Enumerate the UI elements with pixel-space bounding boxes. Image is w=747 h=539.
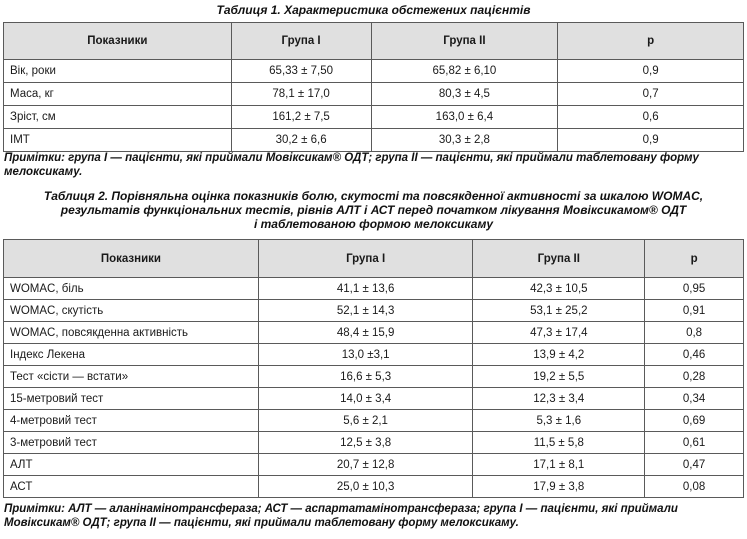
table-row [4, 60, 744, 83]
table-cell: Вік, роки [4, 60, 232, 83]
table1-caption: Таблиця 1. Характеристика обстежених пацієнтів [216, 3, 531, 17]
table-row [4, 300, 744, 322]
table-cell: 0,34 [645, 388, 744, 410]
table1-header-row [4, 23, 744, 60]
table-cell: 0,9 [558, 60, 744, 83]
table-cell: 20,7 ± 12,8 [258, 454, 473, 476]
table-cell: ІМТ [4, 129, 232, 152]
table-cell: 0,08 [645, 476, 744, 498]
table2-header-cell: Група I [258, 240, 473, 278]
table-row [4, 129, 744, 152]
table1-note: Примітки: група I — пацієнти, які приймали Мовіксикам® ОДТ; група II — пацієнти, які приймали таблетовану форму мелоксикаму. [4, 152, 699, 178]
table-cell: 5,3 ± 1,6 [473, 410, 645, 432]
table-cell: 65,82 ± 6,10 [371, 60, 558, 83]
table-cell: 0,8 [645, 322, 744, 344]
table2-header-row [4, 240, 744, 278]
table2-header-cell: p [645, 240, 744, 278]
table-cell: АЛТ [4, 454, 259, 476]
table1-header-cell: Група I [231, 23, 371, 60]
table-cell: 0,7 [558, 83, 744, 106]
table-cell: 0,6 [558, 106, 744, 129]
table2-caption-line: результатів функціональних тестів, рівнів АЛТ і АСТ перед початком лікування Мовіксикамом® ОДТ [60, 203, 687, 217]
table1-header-cell: p [558, 23, 744, 60]
table-cell: 161,2 ± 7,5 [231, 106, 371, 129]
table-cell: 15-метровий тест [4, 388, 259, 410]
table-cell: 3-метровий тест [4, 432, 259, 454]
table-row [4, 432, 744, 454]
table-row [4, 454, 744, 476]
table-row [4, 106, 744, 129]
table-cell: WOMAC, повсякденна активність [4, 322, 259, 344]
table-cell: 0,61 [645, 432, 744, 454]
table-row [4, 388, 744, 410]
table-cell: 65,33 ± 7,50 [231, 60, 371, 83]
table-cell: 48,4 ± 15,9 [258, 322, 473, 344]
table-row [4, 83, 744, 106]
table-cell: АСТ [4, 476, 259, 498]
table-cell: 52,1 ± 14,3 [258, 300, 473, 322]
table-cell: Зріст, см [4, 106, 232, 129]
table-cell: 47,3 ± 17,4 [473, 322, 645, 344]
table-row [4, 476, 744, 498]
table2-header-cell: Показники [4, 240, 259, 278]
table1-header-cell: Група II [371, 23, 558, 60]
table-cell: 16,6 ± 5,3 [258, 366, 473, 388]
table-cell: 42,3 ± 10,5 [473, 278, 645, 300]
table-cell: 41,1 ± 13,6 [258, 278, 473, 300]
table-cell: 0,46 [645, 344, 744, 366]
table-cell: 163,0 ± 6,4 [371, 106, 558, 129]
table-row [4, 278, 744, 300]
table-cell: 0,28 [645, 366, 744, 388]
table-row [4, 344, 744, 366]
table-cell: Індекс Лекена [4, 344, 259, 366]
table-cell: 0,47 [645, 454, 744, 476]
table-cell: Тест «сісти — встати» [4, 366, 259, 388]
table-cell: 0,69 [645, 410, 744, 432]
table2 [3, 239, 744, 498]
table-row [4, 322, 744, 344]
table-row [4, 366, 744, 388]
table2-caption-line: і таблетованою формою мелоксикаму [253, 217, 494, 231]
table-cell: 17,9 ± 3,8 [473, 476, 645, 498]
table-cell: 12,3 ± 3,4 [473, 388, 645, 410]
table-cell: WOMAC, біль [4, 278, 259, 300]
table-cell: 25,0 ± 10,3 [258, 476, 473, 498]
table-cell: 0,95 [645, 278, 744, 300]
table2-caption-line: Таблиця 2. Порівняльна оцінка показників болю, скутості та повсякденної активності за шкалою WOMAC, [43, 189, 704, 203]
table-cell: 53,1 ± 25,2 [473, 300, 645, 322]
table-cell: 30,2 ± 6,6 [231, 129, 371, 152]
table-cell: 0,9 [558, 129, 744, 152]
table2-note: Примітки: АЛТ — аланінамінотрансфераза; АСТ — аспартатамінотрансфераза; група I — пацієнти, які приймали Мовіксикам® ОДТ; група II — пацієнти, які приймали таблетовану форму мелоксикаму. [4, 503, 678, 529]
table-cell: 78,1 ± 17,0 [231, 83, 371, 106]
table-cell: 5,6 ± 2,1 [258, 410, 473, 432]
table-cell: 19,2 ± 5,5 [473, 366, 645, 388]
table-cell: 12,5 ± 3,8 [258, 432, 473, 454]
table2-header-cell: Група II [473, 240, 645, 278]
table1 [3, 22, 744, 152]
table-cell: WOMAC, скутість [4, 300, 259, 322]
table-cell: 30,3 ± 2,8 [371, 129, 558, 152]
table-cell: 0,91 [645, 300, 744, 322]
table-cell: 11,5 ± 5,8 [473, 432, 645, 454]
table-cell: 17,1 ± 8,1 [473, 454, 645, 476]
table-cell: 80,3 ± 4,5 [371, 83, 558, 106]
table-row [4, 410, 744, 432]
table1-header-cell: Показники [4, 23, 232, 60]
table-cell: 13,0 ±3,1 [258, 344, 473, 366]
table-cell: 13,9 ± 4,2 [473, 344, 645, 366]
table-cell: Маса, кг [4, 83, 232, 106]
table-cell: 14,0 ± 3,4 [258, 388, 473, 410]
table-cell: 4-метровий тест [4, 410, 259, 432]
table2-caption [0, 189, 747, 231]
